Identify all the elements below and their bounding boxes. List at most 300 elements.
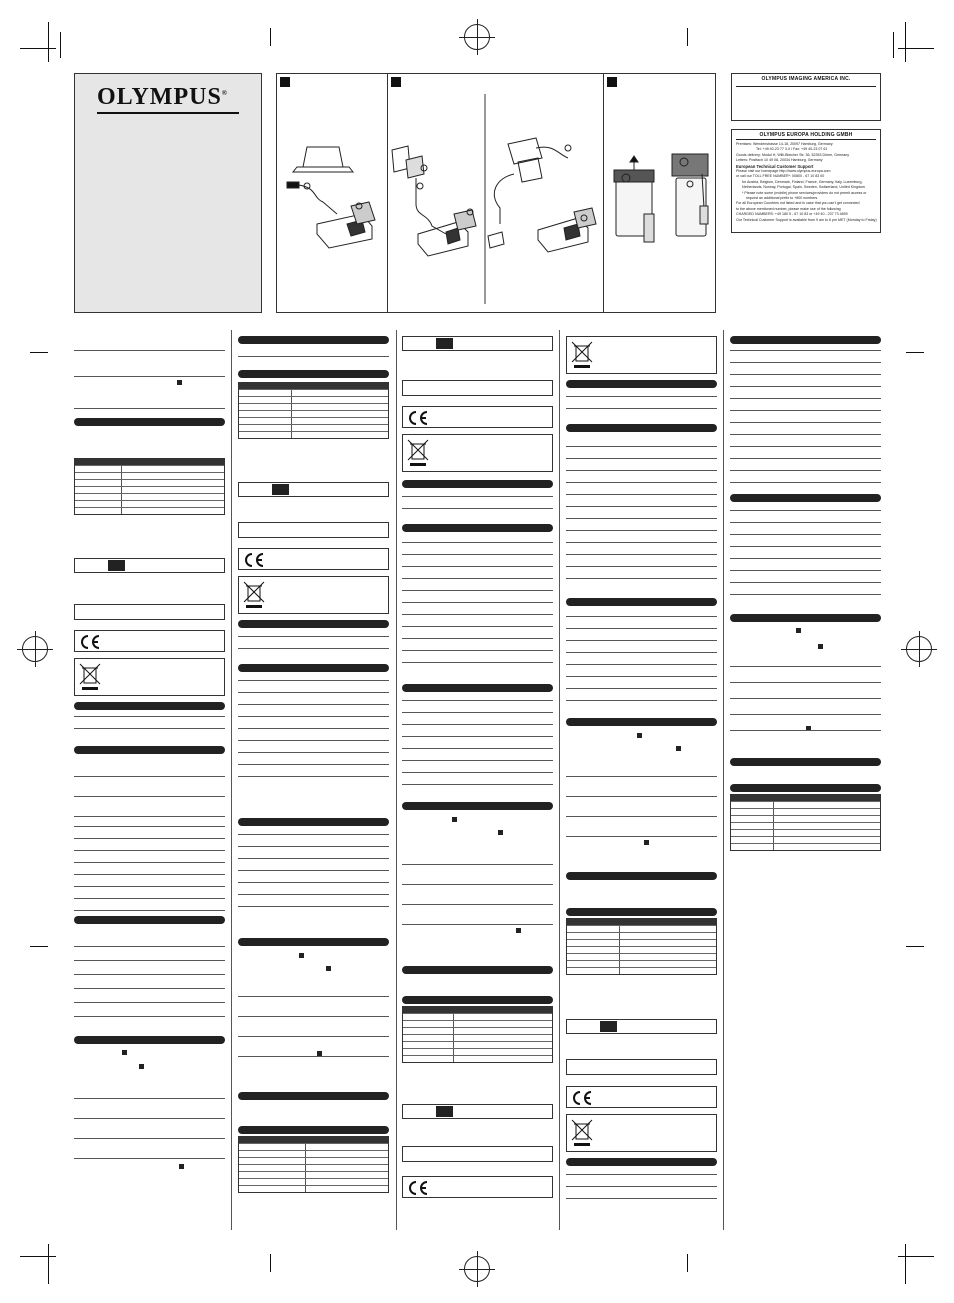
table-row — [403, 1013, 552, 1020]
section-header — [74, 418, 225, 426]
text-rule — [730, 534, 881, 535]
figure-2 — [387, 74, 603, 312]
text-rule — [402, 578, 553, 579]
text-rule — [566, 652, 717, 653]
text-rule — [566, 776, 717, 777]
crop-mark — [48, 1244, 49, 1284]
text-rule — [238, 894, 389, 895]
text-rule — [730, 446, 881, 447]
bullet-mark — [676, 746, 681, 751]
crossed-bin-icon — [571, 340, 593, 375]
section-header — [402, 996, 553, 1004]
text-rule — [238, 1056, 389, 1057]
table-row — [731, 801, 880, 808]
crop-mark — [898, 1256, 934, 1257]
section-header — [74, 1036, 225, 1044]
text-rule — [402, 760, 553, 761]
section-header — [730, 758, 881, 766]
text-rule — [566, 1198, 717, 1199]
column-separator — [396, 330, 397, 1230]
text-rule — [566, 664, 717, 665]
section-header — [730, 784, 881, 792]
text-rule — [74, 350, 225, 351]
table-divider — [619, 968, 620, 974]
text-rule — [74, 838, 225, 839]
section-header — [566, 872, 717, 880]
text-rule — [402, 542, 553, 543]
table-row — [567, 953, 716, 960]
section-header — [238, 818, 389, 826]
text-rule — [74, 776, 225, 777]
europe-company-name: OLYMPUS EUROPA HOLDING GMBH — [759, 132, 853, 138]
table-divider — [773, 844, 774, 850]
bullet-mark — [179, 1164, 184, 1169]
text-rule — [74, 974, 225, 975]
text-rule — [402, 590, 553, 591]
table-row — [239, 396, 388, 403]
table-row — [75, 472, 224, 479]
caution-box — [74, 604, 225, 620]
text-rule — [402, 638, 553, 639]
text-rule — [566, 458, 717, 459]
crop-mark — [20, 48, 56, 49]
text-rule — [74, 874, 225, 875]
notice-label — [436, 1106, 453, 1117]
crop-mark — [687, 1254, 688, 1272]
crop-mark — [906, 352, 924, 353]
table-row — [567, 925, 716, 932]
info-line: Netherlands, Norway, Portugal, Spain, Sweden, Switzerland, United Kingdom — [742, 185, 865, 190]
notice-box — [566, 1019, 717, 1034]
text-rule — [74, 850, 225, 851]
text-rule — [238, 906, 389, 907]
text-rule — [238, 740, 389, 741]
text-rule — [566, 396, 717, 397]
text-rule — [730, 558, 881, 559]
table-row — [239, 1164, 388, 1171]
section-header — [238, 370, 389, 378]
notice-box — [402, 336, 553, 351]
section-header — [238, 1126, 389, 1134]
text-rule — [402, 614, 553, 615]
section-header — [402, 524, 553, 532]
text-rule — [566, 700, 717, 701]
divider — [736, 86, 876, 87]
crossed-bin-icon — [243, 580, 265, 615]
table-row — [731, 822, 880, 829]
text-rule — [566, 542, 717, 543]
bullet-mark — [498, 830, 503, 835]
text-rule — [730, 522, 881, 523]
crop-mark — [30, 352, 48, 353]
text-rule — [74, 826, 225, 827]
notice-box — [74, 558, 225, 573]
info-line: Our Technical Customer Support is available from 9 am to 6 pm MET (Monday to Friday) — [736, 217, 877, 222]
section-header — [238, 938, 389, 946]
text-rule — [566, 836, 717, 837]
section-header — [238, 1092, 389, 1100]
text-rule — [402, 626, 553, 627]
ce-mark-box — [402, 406, 553, 428]
battery-insertion-illustration — [604, 74, 716, 312]
text-rule — [730, 714, 881, 715]
table-row — [75, 500, 224, 507]
section-header — [566, 380, 717, 388]
text-rule — [238, 1016, 389, 1017]
text-rule — [238, 636, 389, 637]
text-rule — [74, 886, 225, 887]
text-rule — [402, 924, 553, 925]
section-header — [74, 702, 225, 710]
bullet-mark — [796, 628, 801, 633]
table-row — [403, 1020, 552, 1027]
bullet-mark — [139, 1064, 144, 1069]
table-divider — [453, 1056, 454, 1062]
table-row — [403, 1041, 552, 1048]
ce-mark-icon — [79, 634, 101, 653]
spec-table — [730, 794, 881, 851]
ac-charging-illustration — [388, 74, 604, 312]
america-company-name: OLYMPUS IMAGING AMERICA INC. — [761, 76, 851, 82]
text-rule — [730, 386, 881, 387]
bullet-mark — [122, 1050, 127, 1055]
bullet-mark — [818, 644, 823, 649]
info-line: CHARGED NUMBERS: +49 180 5 - 67 10 83 or +49 40 - 237 73 4899 — [736, 212, 848, 217]
table-row — [731, 836, 880, 843]
spec-table — [566, 918, 717, 975]
text-rule — [238, 648, 389, 649]
column-separator — [231, 330, 232, 1230]
text-rule — [238, 996, 389, 997]
text-rule — [566, 640, 717, 641]
table-row — [567, 960, 716, 967]
text-rule — [238, 716, 389, 717]
figure-3 — [603, 74, 715, 312]
ce-mark-icon — [407, 1180, 429, 1199]
info-line: Please visit our homepage http://www.olympus-europa.com — [736, 169, 831, 174]
text-rule — [730, 350, 881, 351]
registration-mark — [464, 24, 490, 50]
text-rule — [74, 988, 225, 989]
table-row — [75, 507, 224, 514]
table-row — [567, 932, 716, 939]
table-row — [403, 1027, 552, 1034]
text-rule — [730, 510, 881, 511]
spec-table — [238, 382, 389, 439]
section-header — [238, 336, 389, 344]
table-row — [239, 1157, 388, 1164]
section-header — [566, 1158, 717, 1166]
text-rule — [238, 728, 389, 729]
section-header — [566, 598, 717, 606]
text-rule — [730, 730, 881, 731]
table-row — [239, 431, 388, 438]
table-divider — [291, 432, 292, 438]
text-rule — [566, 506, 717, 507]
text-rule — [730, 582, 881, 583]
table-row — [75, 465, 224, 472]
crop-mark — [906, 946, 924, 947]
table-row — [75, 493, 224, 500]
illustration-panels — [276, 73, 716, 313]
text-rule — [730, 434, 881, 435]
text-rule — [74, 376, 225, 377]
text-rule — [402, 784, 553, 785]
crop-mark — [60, 32, 61, 58]
text-rule — [238, 1036, 389, 1037]
registration-mark — [906, 636, 932, 662]
text-rule — [566, 578, 717, 579]
info-line: Goods delivery: Modul H, Willi-Bleicher Str. 36, 52353 Düren, Germany — [736, 152, 850, 157]
text-rule — [566, 816, 717, 817]
ce-mark-icon — [571, 1090, 593, 1109]
bullet-mark — [177, 380, 182, 385]
crossed-bin-icon — [571, 1118, 593, 1153]
text-rule — [730, 374, 881, 375]
figure-1 — [277, 74, 387, 312]
bullet-mark — [326, 966, 331, 971]
text-rule — [566, 446, 717, 447]
section-header — [238, 664, 389, 672]
text-rule — [730, 666, 881, 667]
table-row — [75, 479, 224, 486]
text-rule — [238, 846, 389, 847]
text-rule — [566, 408, 717, 409]
section-header — [402, 802, 553, 810]
crossed-bin-icon — [79, 662, 101, 697]
table-row — [239, 403, 388, 410]
text-rule — [730, 698, 881, 699]
section-header — [74, 746, 225, 754]
table-row — [731, 815, 880, 822]
text-rule — [402, 736, 553, 737]
spec-table — [238, 1136, 389, 1193]
spec-table — [74, 458, 225, 515]
info-line: For all European Countries not listed and in case that you can't get connected — [736, 201, 860, 206]
text-rule — [238, 692, 389, 693]
section-header — [566, 908, 717, 916]
crop-mark — [898, 48, 934, 49]
america-address-box — [731, 73, 881, 121]
text-rule — [730, 422, 881, 423]
text-rule — [566, 796, 717, 797]
text-rule — [402, 662, 553, 663]
text-rule — [74, 946, 225, 947]
text-rule — [566, 530, 717, 531]
notice-box — [402, 1104, 553, 1119]
text-rule — [402, 496, 553, 497]
text-rule — [238, 680, 389, 681]
text-rule — [74, 1098, 225, 1099]
column-separator — [559, 330, 560, 1230]
text-rule — [238, 834, 389, 835]
text-rule — [566, 676, 717, 677]
text-rule — [74, 716, 225, 717]
notice-box — [238, 482, 389, 497]
text-rule — [238, 764, 389, 765]
weee-box — [238, 576, 389, 614]
ce-mark-icon — [407, 410, 429, 429]
section-header — [730, 614, 881, 622]
table-row — [403, 1034, 552, 1041]
text-rule — [730, 410, 881, 411]
text-rule — [402, 508, 553, 509]
ce-mark-icon — [243, 552, 265, 571]
text-rule — [566, 482, 717, 483]
support-heading: European Technical Customer Support — [736, 163, 814, 169]
crop-mark — [905, 1244, 906, 1284]
crop-mark — [270, 28, 271, 46]
table-row — [239, 417, 388, 424]
notice-label — [436, 338, 453, 349]
notice-label — [272, 484, 289, 495]
caution-box — [402, 1146, 553, 1162]
weee-box — [402, 434, 553, 472]
notice-label — [108, 560, 125, 571]
text-rule — [730, 594, 881, 595]
section-header — [402, 480, 553, 488]
text-rule — [730, 682, 881, 683]
info-line: Tel: +49 40-23 77 3-0 / Fax: +49 40-23 07 61 — [756, 147, 828, 152]
text-rule — [730, 546, 881, 547]
weee-box — [74, 658, 225, 696]
text-rule — [402, 884, 553, 885]
text-rule — [74, 862, 225, 863]
text-rule — [730, 362, 881, 363]
table-row — [567, 967, 716, 974]
text-rule — [566, 554, 717, 555]
caution-box — [566, 1059, 717, 1075]
text-rule — [74, 796, 225, 797]
text-rule — [74, 728, 225, 729]
table-row — [239, 389, 388, 396]
text-rule — [238, 752, 389, 753]
table-row — [731, 843, 880, 850]
crop-mark — [905, 22, 906, 62]
section-header — [730, 494, 881, 502]
text-rule — [238, 870, 389, 871]
info-line: or call our TOLL FREE NUMBER*: 00800 - 67 10 83 00 — [736, 174, 825, 179]
bullet-mark — [516, 928, 521, 933]
text-rule — [402, 904, 553, 905]
europe-address-box — [731, 129, 881, 233]
text-rule — [730, 458, 881, 459]
table-row — [75, 486, 224, 493]
bullet-mark — [452, 817, 457, 822]
section-header — [730, 336, 881, 344]
table-row — [239, 1171, 388, 1178]
text-rule — [74, 1016, 225, 1017]
cover-panel — [74, 73, 262, 313]
text-rule — [402, 554, 553, 555]
text-rule — [74, 960, 225, 961]
section-header — [566, 718, 717, 726]
crop-mark — [270, 1254, 271, 1272]
olympus-logo: OLYMPUS® — [97, 84, 229, 110]
usb-charging-illustration — [277, 74, 387, 312]
ce-mark-box — [238, 548, 389, 570]
table-row — [239, 1150, 388, 1157]
text-rule — [74, 1118, 225, 1119]
text-rule — [566, 688, 717, 689]
text-rule — [238, 704, 389, 705]
registration-mark — [464, 1256, 490, 1282]
caution-box — [402, 380, 553, 396]
text-rule — [238, 858, 389, 859]
text-rule — [74, 816, 225, 817]
crop-mark — [30, 946, 48, 947]
text-rule — [74, 1158, 225, 1159]
crop-mark — [48, 22, 49, 62]
text-rule — [74, 910, 225, 911]
registration-mark — [22, 636, 48, 662]
text-rule — [566, 628, 717, 629]
crop-mark — [20, 1256, 56, 1257]
text-rule — [402, 650, 553, 651]
table-row — [403, 1055, 552, 1062]
section-header — [238, 620, 389, 628]
text-rule — [730, 470, 881, 471]
section-header — [566, 424, 717, 432]
text-rule — [402, 566, 553, 567]
info-line: for Austria, Belgium, Denmark, Finland, France, Germany, Italy, Luxemburg, — [742, 179, 863, 184]
spec-table — [402, 1006, 553, 1063]
text-rule — [566, 616, 717, 617]
info-line: to the above mentioned number, please make use of the following — [736, 206, 841, 211]
divider — [736, 139, 876, 140]
section-header — [402, 966, 553, 974]
section-header — [402, 684, 553, 692]
text-rule — [566, 1186, 717, 1187]
table-row — [731, 829, 880, 836]
caution-box — [238, 522, 389, 538]
crossed-bin-icon — [407, 438, 429, 473]
text-rule — [238, 356, 389, 357]
section-header — [74, 916, 225, 924]
logo-underline — [97, 112, 239, 114]
text-rule — [74, 1002, 225, 1003]
text-rule — [402, 748, 553, 749]
weee-box — [566, 1114, 717, 1152]
text-rule — [402, 700, 553, 701]
bullet-mark — [299, 953, 304, 958]
crop-mark — [687, 28, 688, 46]
table-divider — [305, 1186, 306, 1192]
text-rule — [402, 602, 553, 603]
ce-mark-box — [74, 630, 225, 652]
table-row — [239, 1143, 388, 1150]
text-rule — [566, 518, 717, 519]
ce-mark-box — [402, 1176, 553, 1198]
text-rule — [402, 724, 553, 725]
bullet-mark — [637, 733, 642, 738]
notice-label — [600, 1021, 617, 1032]
weee-box — [566, 336, 717, 374]
text-rule — [402, 772, 553, 773]
table-row — [567, 946, 716, 953]
table-divider — [121, 508, 122, 514]
text-rule — [566, 470, 717, 471]
text-rule — [566, 566, 717, 567]
text-rule — [402, 712, 553, 713]
text-rule — [566, 1174, 717, 1175]
column-separator — [723, 330, 724, 1230]
info-line: request an additional prefix to +800 numbers. — [746, 196, 819, 201]
text-rule — [74, 898, 225, 899]
table-row — [239, 1178, 388, 1185]
text-rule — [730, 482, 881, 483]
table-row — [239, 424, 388, 431]
